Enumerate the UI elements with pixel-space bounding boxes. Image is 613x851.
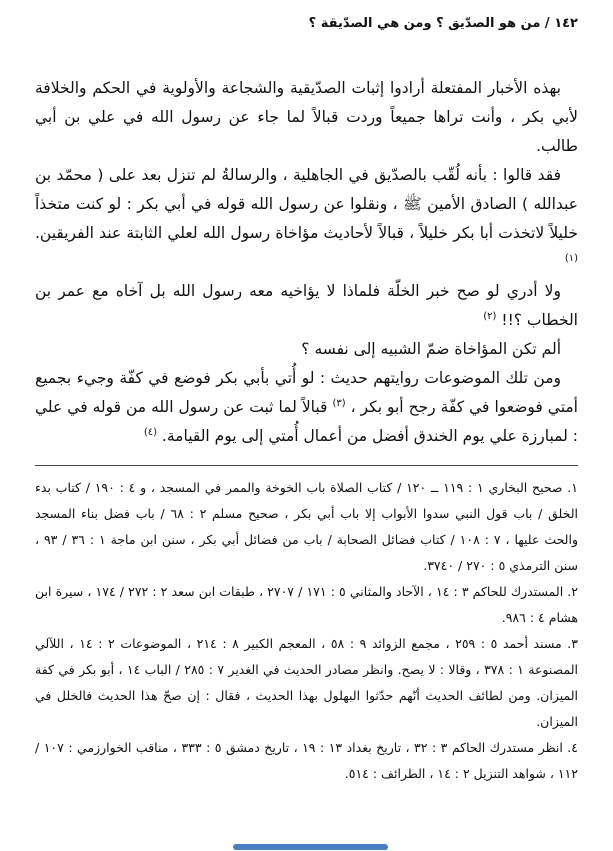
- bottom-scroll-indicator[interactable]: [233, 844, 388, 850]
- footnote-ref: (٢): [483, 310, 497, 322]
- paragraph-text: بهذه الأخبار المفتعلة أرادوا إثبات الصدّيقية والشجاعة والأولوية في الحكم والخلافة لأبي بكر ، وأنت تراها جميعاً وردت قبالاً لما جاء عن رسول الله في علي بن أبي طالب.: [35, 79, 578, 155]
- footnote-3: ٣. مسند أحمد ٥ : ٢٥٩ ، مجمع الزوائد ٩ : ٥٨ ، المعجم الكبير ٨ : ٢١٤ ، الموضوعات ٢ : ١٤ ، اللآلي المصنوعة ١ : ٣٧٨ ، وقالا : لا يصح. وانظر مصادر الحديث في الغدير ٧ : ٢٨٥ / الباب ١٤ ، أبو بكر في كفة الميزان. ومن لطائف الحديث أنّهم حدّثوا البهلول بهذا الحديث ، فقال : إن صحّ هذا الحديث فالخلل في الميزان.: [35, 636, 578, 729]
- paragraph-text: ألم تكن المؤاخاة ضمّ الشبيه إلى نفسه ؟: [301, 340, 561, 358]
- paragraph-1: [35, 74, 578, 161]
- footnote-4: ٤. انظر مستدرك الحاكم ٣ : ٣٢ ، تاريخ بغداد ١٣ : ١٩ ، تاريخ دمشق ٥ : ٣٣٣ ، مناقب الخوارزمي : ١٠٧ / ١١٢ ، شواهد التنزيل ٢ : ١٤ ، الطرائف : ٥١٤.: [35, 740, 578, 781]
- paragraph-text: فقد قالوا : بأنه لُقّب بالصدّيق في الجاهلية ، والرسالةُ لم تنزل بعد على ( محمّد بن عبدالله ) الصادق الأمين ﷺ ، ونقلوا عن رسول الله قوله في أبي بكر : لو كنت متخذاً خليلاً لاتخذت أبا بكر خليلاً ، قبالاً لأحاديث مؤاخاة رسول الله لعلي الثابتة عند الفريقين.: [35, 166, 578, 242]
- paragraph-text: قبالاً لما ثبت عن رسول الله من قوله في علي : لمبارزة علي يوم الخندق أفضل من أعمال أُمتي إلى يوم القيامة.: [35, 398, 578, 445]
- footnote-ref: (٤): [143, 426, 157, 438]
- paragraph-4: [35, 335, 578, 364]
- paragraph-2: [35, 161, 578, 277]
- footnote-separator: [35, 465, 578, 466]
- footnote-ref: (٣): [332, 397, 346, 409]
- footnotes-block: [35, 475, 578, 787]
- footnote-ref: (١): [564, 252, 578, 264]
- footnote-1: ١. صحيح البخاري ١ : ١١٩ ــ ١٢٠ / كتاب الصلاة باب الخوخة والممر في المسجد ، و ٤ : ١٩٠ / كتاب بدء الخلق / باب قول النبي سدوا الأبواب إلا باب أبي بكر ، صحيح مسلم ٢ : ٦٨ / باب فضل بناء المسجد والحث عليها ، ٧ : ١٠٨ / كتاب فضائل الصحابة / باب من فضائل أبي بكر ، سنن ابن ماجة ١ : ٣٦ / ٩٣ ، سنن الترمذي ٥ : ٢٧٠ / ٣٧٤٠.: [35, 480, 578, 573]
- paragraph-3: [35, 277, 578, 335]
- body-text: [35, 74, 578, 451]
- page-header: ١٤٢ / من هو الصدّيق ؟ ومن هي الصدّيقة ؟: [308, 16, 578, 31]
- paragraph-5: [35, 364, 578, 451]
- footnote-2: ٢. المستدرك للحاكم ٣ : ١٤ ، الآحاد والمثاني ٥ : ١٧١ / ٢٧٠٧ ، طبقات ابن سعد ٢ : ٢٧٢ / ١٧٤ ، سيرة ابن هشام ٤ : ٩٨٦.: [35, 584, 578, 625]
- paragraph-text: ولا أدري لو صح خبر الخلّة فلماذا لا يؤاخيه معه رسول الله بل آخاه مع عمر بن الخطاب ؟!!: [35, 282, 578, 329]
- paragraph-text: ومن تلك الموضوعات روايتهم حديث : لو أُتي بأبي بكر فوضع في كفّة وجيء بجميع أمتي فوضعوا في كفّة رجح أبو بكر ،: [35, 369, 578, 416]
